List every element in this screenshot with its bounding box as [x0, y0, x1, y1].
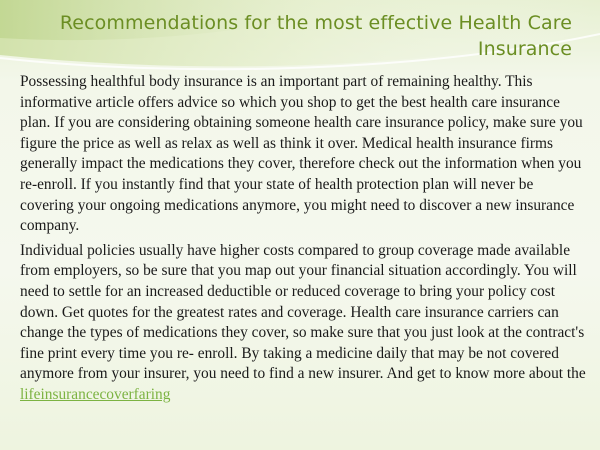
slide-title: Recommendations for the most effective Health Care Insurance [59, 12, 572, 60]
paragraph-1-text: Possessing healthful body insurance is an important part of remaining healthy. This informative article offers advice so which you shop to get the best health care insurance plan. If you are considering obtaining someone health care insurance policy, make sure you figure the price as well as relax as well as think it over. Medical health insurance firms generally impact the medications they cover, therefore check out the information when you re-enroll. If you instantly find that your state of health protection plan will never be covering your ongoing medications anymore, you might need to discover a new insurance company. [20, 73, 583, 235]
more-info-link[interactable]: lifeinsurancecoverfaring [20, 385, 171, 403]
slide-body [12, 72, 590, 410]
paragraph-2 [12, 241, 590, 406]
paragraph-2-text: Individual policies usually have higher costs compared to group coverage made available from employers, so be sure that you map out your financial situation accordingly. You will need to settle for an increased deductible or reduced coverage to bring your policy cost down. Get quotes for the greatest rates and coverage. Health care insurance carriers can change the types of medications they cover, so make sure that you just look at the contract's fine print every time you re- enroll. By taking a medicine daily that may be not covered anymore from your insurer, you need to find a new insurer. And get to know more about the [20, 241, 586, 383]
paragraph-1 [12, 72, 590, 237]
